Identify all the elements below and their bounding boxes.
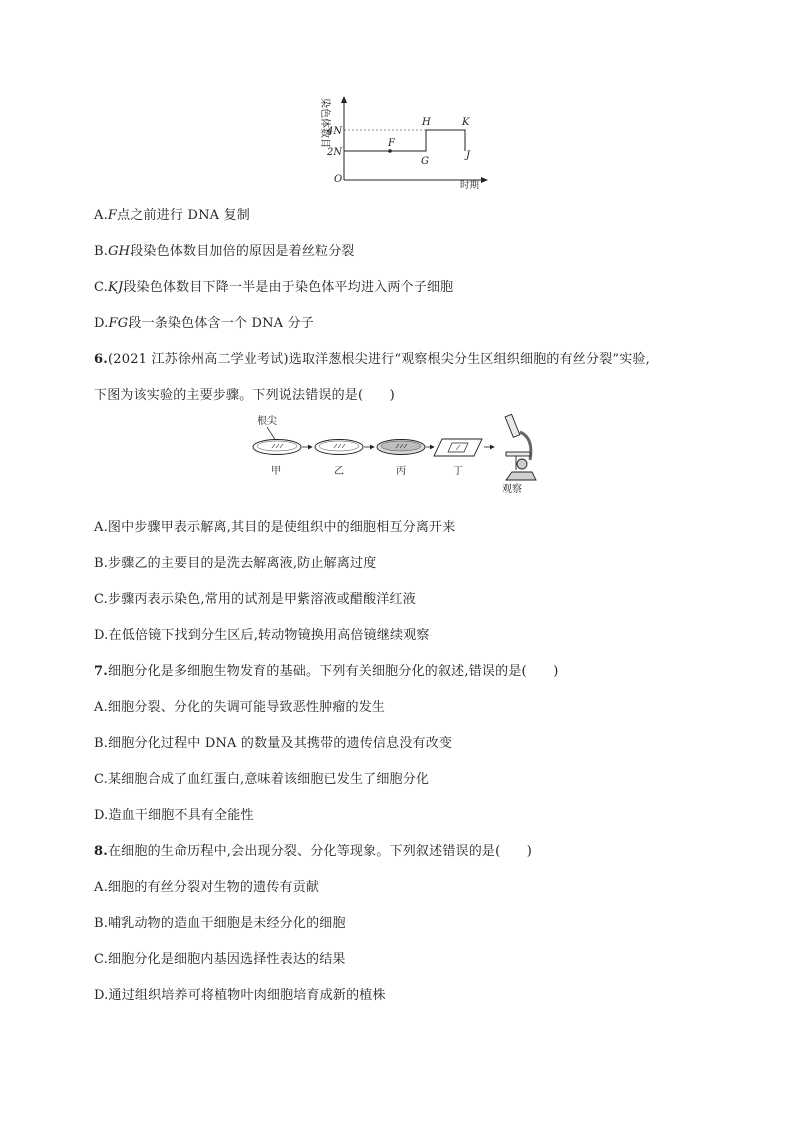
- y-tick-2n: 2N: [327, 147, 343, 158]
- y-axis-arrow: [341, 96, 347, 103]
- q5-option-d-prefix: D.: [94, 316, 109, 331]
- q7-option-d[interactable]: D.造血干细胞不具有全能性: [94, 808, 254, 823]
- q8-stem: [94, 840, 532, 859]
- q7-number: 7.: [94, 664, 108, 679]
- root-tip-pointer: [267, 427, 276, 441]
- q5-option-a-prefix: A.: [94, 208, 108, 223]
- chromosome-graph: [300, 92, 500, 192]
- q5-option-d[interactable]: [94, 312, 314, 331]
- q6-stem-line2: 下图为该实验的主要步骤。下列说法错误的是( ): [94, 388, 395, 403]
- q7-stem: [94, 660, 558, 679]
- q6-option-d[interactable]: D.在低倍镜下找到分生区后,转动物镜换用高倍镜继续观察: [94, 628, 430, 643]
- root-tip-label: 根尖: [257, 416, 277, 427]
- step-yi: 乙: [334, 466, 344, 477]
- point-k: K: [462, 117, 470, 128]
- x-axis-label: 时期: [460, 180, 480, 191]
- q5-option-b-text: 段染色体数目加倍的原因是着丝粒分裂: [130, 244, 355, 259]
- dish-bing: [377, 440, 425, 455]
- q8-option-b[interactable]: B.哺乳动物的造血干细胞是未经分化的细胞: [94, 916, 346, 931]
- q8-option-d[interactable]: D.通过组织培养可将植物叶肉细胞培育成新的植株: [94, 988, 386, 1003]
- point-h: H: [422, 117, 431, 128]
- q8-stem-text: 在细胞的生命历程中,会出现分裂、分化等现象。下列叙述错误的是( ): [107, 844, 533, 859]
- q5-option-c-italic: KJ: [108, 280, 124, 295]
- q7-option-c[interactable]: C.某细胞合成了血红蛋白,意味着该细胞已发生了细胞分化: [94, 772, 430, 787]
- step-ding: 丁: [453, 466, 463, 477]
- q5-option-d-italic: FG: [108, 316, 129, 331]
- chromosome-curve: [344, 130, 465, 151]
- q6-option-c[interactable]: C.步骤丙表示染色,常用的试剂是甲紫溶液或醋酸洋红液: [94, 592, 416, 607]
- point-f-dot: [388, 149, 392, 153]
- point-f: F: [388, 138, 395, 149]
- q5-option-a-italic: F: [107, 208, 118, 223]
- q5-option-b[interactable]: [94, 240, 355, 259]
- slide-ding: [434, 439, 482, 456]
- q6-stem-text-1: (2021 江苏徐州高二学业考试)选取洋葱根尖进行“观察根尖分生区组织细胞的有丝分裂”实验,: [107, 352, 650, 367]
- x-axis-arrow: [481, 177, 488, 183]
- q5-option-c-text: 段染色体数目下降一半是由于染色体平均进入两个子细胞: [123, 280, 454, 295]
- q5-option-a[interactable]: [94, 204, 250, 223]
- q5-option-b-italic: GH: [108, 244, 131, 259]
- origin-label: O: [334, 174, 343, 185]
- point-g: G: [421, 156, 429, 167]
- microscope-icon: [505, 414, 536, 480]
- q6-option-a[interactable]: A.图中步骤甲表示解离,其目的是使组织中的细胞相互分离开来: [94, 520, 456, 535]
- point-j: J: [466, 150, 471, 161]
- q6-option-b[interactable]: B.步骤乙的主要目的是洗去解离液,防止解离过度: [94, 556, 377, 571]
- q7-option-b[interactable]: B.细胞分化过程中 DNA 的数量及其携带的遗传信息没有改变: [94, 736, 453, 751]
- q6-number: 6.: [94, 352, 108, 367]
- q7-stem-text: 细胞分化是多细胞生物发育的基础。下列有关细胞分化的叙述,错误的是( ): [107, 664, 559, 679]
- q8-option-c[interactable]: C.细胞分化是细胞内基因选择性表达的结果: [94, 952, 346, 967]
- q5-option-b-prefix: B.: [94, 244, 109, 259]
- q6-stem-line1: [94, 348, 650, 367]
- step-jia: 甲: [271, 466, 281, 477]
- q5-option-a-text: 点之前进行 DNA 复制: [117, 208, 251, 223]
- q8-number: 8.: [94, 844, 108, 859]
- observe-label: 观察: [502, 484, 522, 495]
- step-bing: 丙: [396, 466, 406, 477]
- q5-option-d-text: 段一条染色体含一个 DNA 分子: [128, 316, 314, 331]
- q5-option-c-prefix: C.: [94, 280, 109, 295]
- experiment-steps-figure: [250, 412, 550, 500]
- y-axis-label: 染色体数目: [319, 98, 330, 148]
- dish-yi: [315, 440, 363, 455]
- dish-jia: [253, 440, 301, 455]
- y-tick-4n: 4N: [327, 126, 343, 137]
- q8-option-a[interactable]: A.细胞的有丝分裂对生物的遗传有贡献: [94, 880, 320, 895]
- q7-option-a[interactable]: A.细胞分裂、分化的失调可能导致恶性肿瘤的发生: [94, 700, 386, 715]
- q5-option-c[interactable]: [94, 276, 453, 295]
